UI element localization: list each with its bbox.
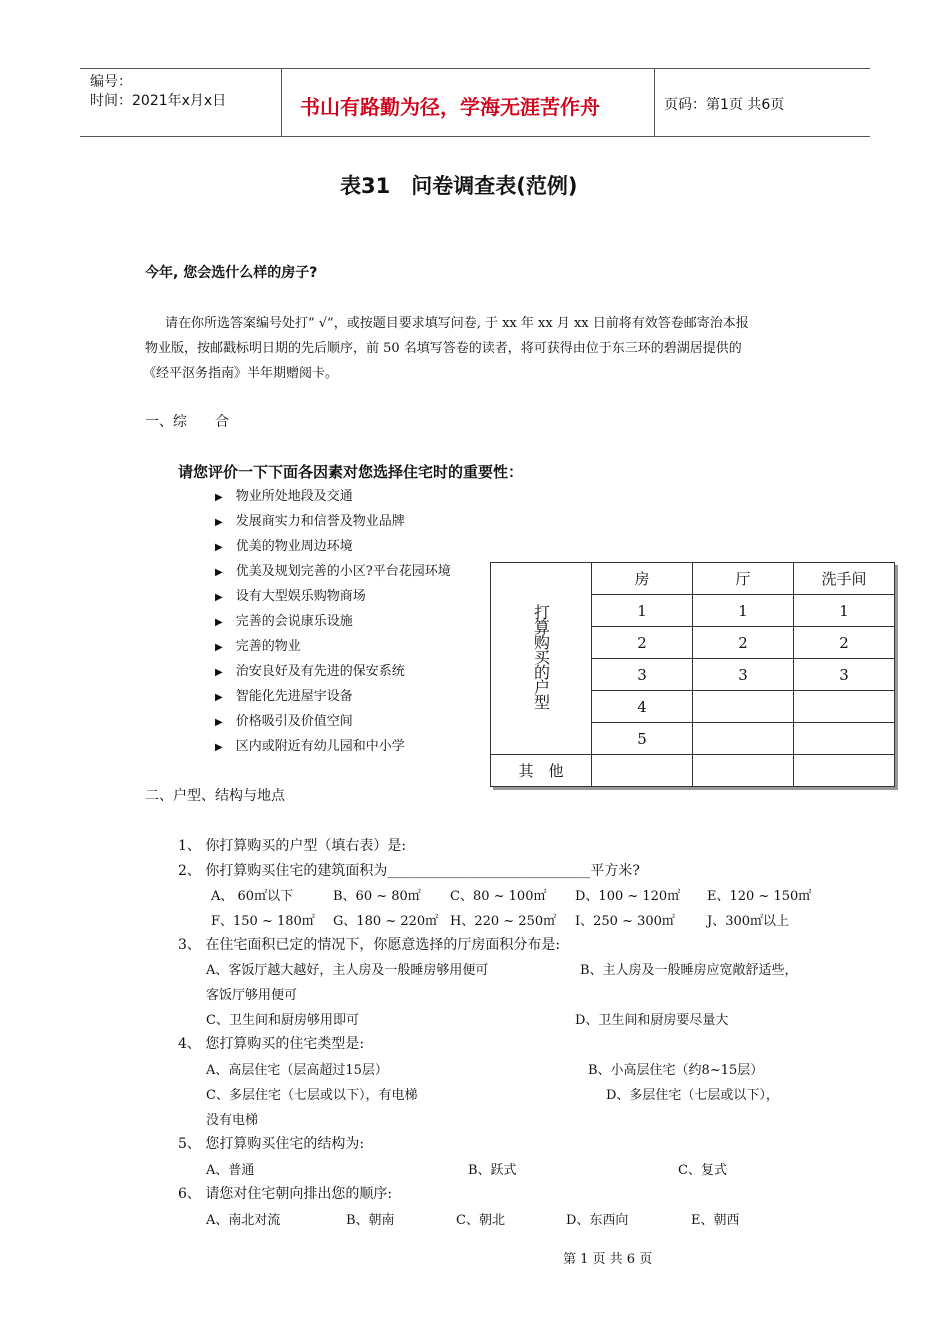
table-cell[interactable] bbox=[693, 691, 794, 723]
area-option[interactable]: F、150 ~ 180㎡ bbox=[211, 914, 315, 929]
option[interactable]: B、小高层住宅（约8~15层） bbox=[588, 1063, 764, 1078]
factor-item bbox=[215, 635, 301, 654]
table-cell[interactable]: 2 bbox=[592, 627, 693, 659]
factor-label: 区内或附近有幼儿园和中小学 bbox=[235, 739, 405, 754]
area-option[interactable]: H、220 ~ 250㎡ bbox=[450, 914, 557, 929]
table-cell[interactable] bbox=[794, 691, 895, 723]
question-4: 4、 您打算购买的住宅类型是: bbox=[178, 1036, 365, 1052]
question-6: 6、 请您对住宅朝向排出您的顺序: bbox=[178, 1186, 393, 1202]
factor-item bbox=[215, 510, 405, 529]
factor-label: 完善的物业 bbox=[235, 639, 301, 654]
bullet-icon: ▶ bbox=[215, 642, 223, 653]
option[interactable]: A、高层住宅（层高超过15层） bbox=[206, 1063, 388, 1078]
orientation-option[interactable]: B、朝南 bbox=[346, 1213, 395, 1228]
column-header: 厅 bbox=[693, 563, 794, 595]
intro-line: 《经平沤务指南》半年期赠阅卡。 bbox=[143, 366, 339, 381]
option[interactable]: D、多层住宅（七层或以下）， bbox=[606, 1088, 779, 1103]
factor-item bbox=[215, 560, 451, 579]
table-cell[interactable]: 5 bbox=[592, 723, 693, 755]
intro-line: 请在你所选答案编号处打” √”，或按题目要求填写问卷, 于 xx 年 xx 月 xx 日前将有效答卷邮寄治本报 bbox=[165, 316, 749, 331]
option[interactable]: D、卫生间和厨房要尽量大 bbox=[575, 1013, 729, 1028]
orientation-option[interactable]: D、东西向 bbox=[566, 1213, 629, 1228]
unit-type-table bbox=[490, 562, 895, 787]
bullet-icon: ▶ bbox=[215, 517, 223, 528]
area-option[interactable]: G、180 ~ 220㎡ bbox=[333, 914, 439, 929]
section-heading: 二、户型、结构与地点 bbox=[145, 788, 285, 804]
question-heading: 今年, 您会选什么样的房子? bbox=[145, 265, 318, 281]
table-cell[interactable]: 1 bbox=[592, 595, 693, 627]
factor-label: 优美的物业周边环境 bbox=[235, 539, 353, 554]
factor-item bbox=[215, 485, 353, 504]
table-cell[interactable]: 1 bbox=[794, 595, 895, 627]
table-cell[interactable]: 2 bbox=[794, 627, 895, 659]
factor-label: 优美及规划完善的小区?平台花园环境 bbox=[235, 564, 451, 579]
bullet-icon: ▶ bbox=[215, 592, 223, 603]
bullet-icon: ▶ bbox=[215, 742, 223, 753]
bullet-icon: ▶ bbox=[215, 667, 223, 678]
area-option[interactable]: A、 60㎡以下 bbox=[211, 889, 294, 904]
orientation-option[interactable]: E、朝西 bbox=[691, 1213, 740, 1228]
question-3: 3、 在住宅面积已定的情况下，你愿意选择的厅房面积分布是: bbox=[178, 937, 561, 953]
area-option[interactable]: B、60 ~ 80㎡ bbox=[333, 889, 421, 904]
option[interactable]: B、跃式 bbox=[468, 1163, 517, 1178]
table-cell[interactable] bbox=[592, 755, 693, 787]
factor-item bbox=[215, 610, 353, 629]
factor-item bbox=[215, 585, 366, 604]
other-label: 其 他 bbox=[491, 755, 592, 787]
orientation-option[interactable]: C、朝北 bbox=[456, 1213, 505, 1228]
table-cell[interactable] bbox=[794, 755, 895, 787]
question-2: 2、 你打算购买住宅的建筑面积为_____________________________平方米? bbox=[178, 863, 640, 879]
table-cell[interactable]: 4 bbox=[592, 691, 693, 723]
bullet-icon: ▶ bbox=[215, 717, 223, 728]
factor-label: 发展商实力和信誉及物业品牌 bbox=[235, 514, 405, 529]
intro-line: 物业版，按邮戳标明日期的先后顺序，前 50 名填写答卷的读者，将可获得由位于东三环的碧湖居提供的 bbox=[145, 341, 742, 356]
factor-item bbox=[215, 710, 353, 729]
area-option[interactable]: I、250 ~ 300㎡ bbox=[575, 914, 675, 929]
factor-item bbox=[215, 660, 405, 679]
page-code: 页码：第1页 共6页 bbox=[664, 97, 785, 113]
column-header: 洗手间 bbox=[794, 563, 895, 595]
area-option[interactable]: D、100 ~ 120㎡ bbox=[575, 889, 681, 904]
factors-heading: 请您评价一下下面各因素对您选择住宅时的重要性： bbox=[178, 463, 524, 481]
option[interactable]: A、客饭厅越大越好，主人房及一般睡房够用便可 bbox=[206, 963, 489, 978]
bullet-icon: ▶ bbox=[215, 617, 223, 628]
factor-item bbox=[215, 735, 405, 754]
table-cell[interactable]: 2 bbox=[693, 627, 794, 659]
factor-item bbox=[215, 535, 353, 554]
question-1: 1、 你打算购买的户型（填右表）是: bbox=[178, 838, 407, 854]
column-header: 房 bbox=[592, 563, 693, 595]
factor-label: 价格吸引及价值空间 bbox=[235, 714, 353, 729]
slogan: 书山有路勤为径，学海无涯苦作舟 bbox=[300, 95, 600, 119]
area-option[interactable]: J、300㎡以上 bbox=[707, 914, 790, 929]
page-title: 表31 问卷调查表(范例) bbox=[340, 174, 578, 198]
table-cell[interactable] bbox=[693, 755, 794, 787]
factor-label: 物业所处地段及交通 bbox=[235, 489, 353, 504]
page-footer: 第 1 页 共 6 页 bbox=[563, 1252, 653, 1267]
date-label: 时间：2021年x月x日 bbox=[90, 93, 227, 109]
option[interactable]: C、卫生间和厨房够用即可 bbox=[206, 1013, 359, 1028]
area-option[interactable]: E、120 ~ 150㎡ bbox=[707, 889, 812, 904]
table-cell[interactable]: 3 bbox=[693, 659, 794, 691]
question-5: 5、 您打算购买住宅的结构为: bbox=[178, 1136, 365, 1152]
bullet-icon: ▶ bbox=[215, 492, 223, 503]
factor-label: 完善的会说康乐设施 bbox=[235, 614, 353, 629]
factor-label: 治安良好及有先进的保安系统 bbox=[235, 664, 405, 679]
option-cont: 没有电梯 bbox=[206, 1113, 259, 1128]
orientation-option[interactable]: A、南北对流 bbox=[206, 1213, 281, 1228]
factor-item bbox=[215, 685, 353, 704]
bullet-icon: ▶ bbox=[215, 692, 223, 703]
page-header bbox=[80, 68, 870, 137]
table-cell[interactable] bbox=[794, 723, 895, 755]
bullet-icon: ▶ bbox=[215, 542, 223, 553]
area-option[interactable]: C、80 ~ 100㎡ bbox=[450, 889, 547, 904]
factor-label: 设有大型娱乐购物商场 bbox=[235, 589, 366, 604]
table-cell[interactable]: 3 bbox=[794, 659, 895, 691]
number-label: 编号： bbox=[90, 74, 132, 90]
section-heading: 一、综 合 bbox=[145, 414, 229, 430]
table-cell[interactable]: 3 bbox=[592, 659, 693, 691]
option[interactable]: B、主人房及一般睡房应宽敞舒适些， bbox=[580, 963, 798, 978]
option[interactable]: A、普通 bbox=[206, 1163, 255, 1178]
side-label: 打算购买的户型 bbox=[491, 563, 592, 755]
table-cell[interactable] bbox=[693, 723, 794, 755]
factor-label: 智能化先进屋宇设备 bbox=[235, 689, 353, 704]
table-cell[interactable]: 1 bbox=[693, 595, 794, 627]
option[interactable]: C、多层住宅（七层或以下），有电梯 bbox=[206, 1088, 418, 1103]
option[interactable]: C、复式 bbox=[678, 1163, 727, 1178]
option-cont: 客饭厅够用便可 bbox=[206, 988, 298, 1003]
bullet-icon: ▶ bbox=[215, 567, 223, 578]
